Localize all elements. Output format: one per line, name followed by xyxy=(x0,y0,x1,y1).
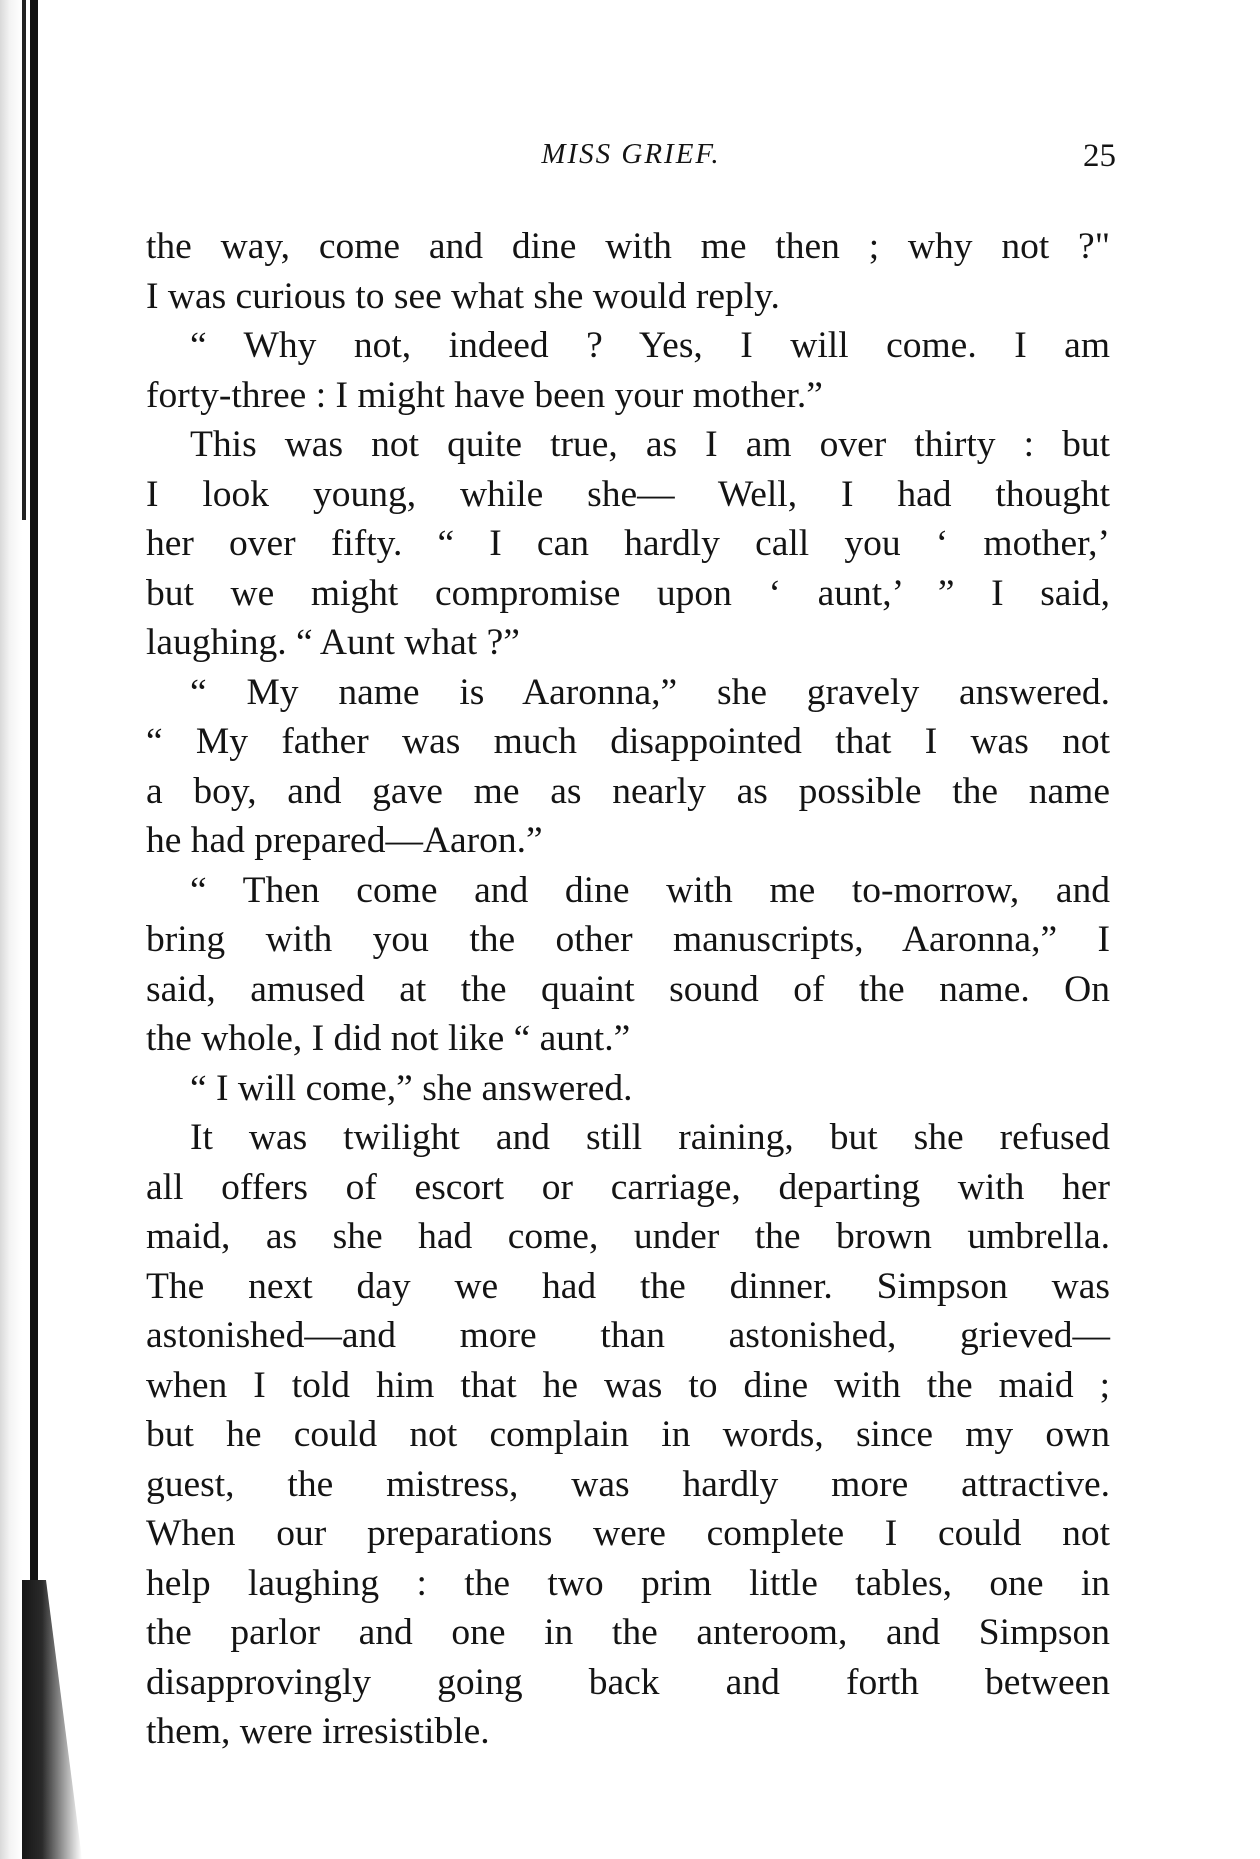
text-line: but we might compromise upon ‘ aunt,’ ” I said, xyxy=(146,572,1110,614)
text-line: guest, the mistress, was hardly more attractive. xyxy=(146,1463,1110,1505)
text-line: the way, come and dine with me then ; why not ?" xyxy=(146,226,1110,267)
text-line: I was curious to see what she would reply. xyxy=(146,275,780,317)
text-line: This was not quite true, as I am over thirty : but xyxy=(190,424,1110,465)
running-title: MISS GRIEF. xyxy=(541,138,721,170)
text-line: I look young, while she— Well, I had thought xyxy=(146,473,1110,515)
text-line: “ My name is Aaronna,” she gravely answered. xyxy=(190,671,1110,713)
binding-edge-line xyxy=(22,0,26,520)
text-line: The next day we had the dinner. Simpson was xyxy=(146,1265,1110,1307)
text-line: a boy, and gave me as nearly as possible the name xyxy=(146,770,1110,812)
body-text xyxy=(146,222,1110,1757)
text-line: “ Then come and dine with me to-morrow, and xyxy=(190,869,1110,911)
text-line: “ I will come,” she answered. xyxy=(190,1067,633,1109)
text-line: “ My father was much disappointed that I was not xyxy=(146,721,1110,762)
text-line: laughing. “ Aunt what ?” xyxy=(146,622,520,663)
text-line: when I told him that he was to dine with the maid ; xyxy=(146,1364,1110,1406)
text-line: her over fifty. “ I can hardly call you ‘ mother,’ xyxy=(146,523,1110,564)
text-line: maid, as she had come, under the brown umbrella. xyxy=(146,1216,1110,1257)
binding-shadow xyxy=(22,1580,82,1859)
text-line: astonished—and more than astonished, grieved— xyxy=(146,1315,1110,1356)
text-line: When our preparations were complete I could not xyxy=(146,1513,1110,1554)
text-line: bring with you the other manuscripts, Aaronna,” I xyxy=(146,919,1110,960)
text-line: them, were irresistible. xyxy=(146,1711,490,1752)
text-line: but he could not complain in words, since my own xyxy=(146,1414,1110,1455)
text-line: the parlor and one in the anteroom, and Simpson xyxy=(146,1612,1110,1653)
text-line: “ Why not, indeed ? Yes, I will come. I am xyxy=(190,325,1110,366)
text-line: the whole, I did not like “ aunt.” xyxy=(146,1018,631,1059)
text-line: all offers of escort or carriage, departing with her xyxy=(146,1166,1110,1208)
text-line: forty-three : I might have been your mother.” xyxy=(146,374,823,416)
text-line: disapprovingly going back and forth between xyxy=(146,1661,1110,1703)
text-line: said, amused at the quaint sound of the name. On xyxy=(146,968,1110,1010)
page-number: 25 xyxy=(1083,138,1116,174)
text-line: It was twilight and still raining, but she refused xyxy=(190,1117,1110,1158)
text-line: help laughing : the two prim little tables, one in xyxy=(146,1562,1110,1604)
text-line: he had prepared—Aaron.” xyxy=(146,820,543,861)
running-head xyxy=(146,138,1116,182)
